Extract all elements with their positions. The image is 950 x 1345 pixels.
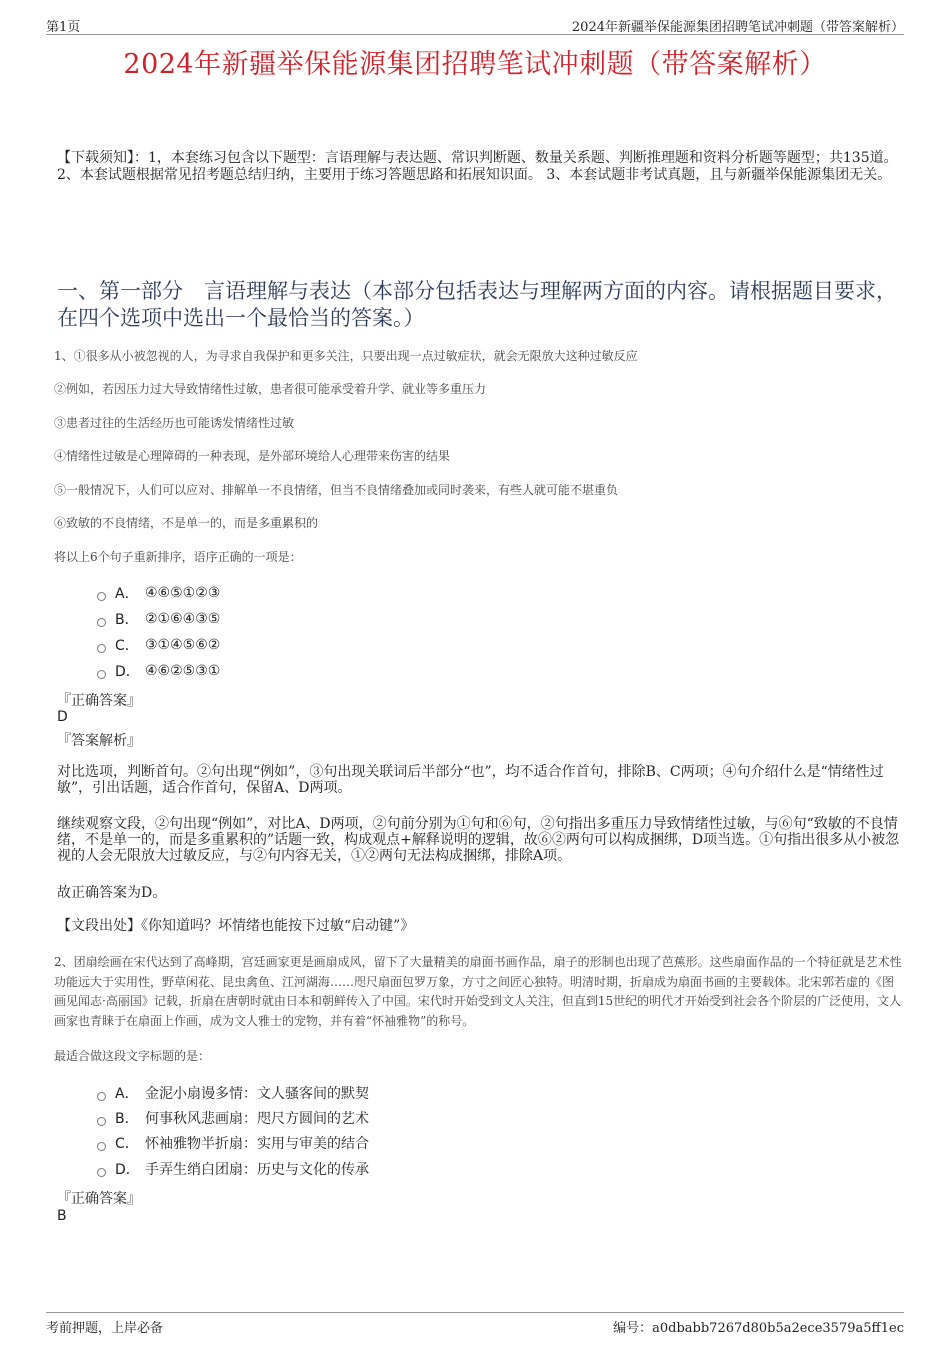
option-letter: D．	[115, 1162, 140, 1178]
q1-line-2: ②例如，若因压力过大导致情绪性过敏，患者很可能承受着升学、就业等多重压力	[54, 382, 487, 396]
radio-icon[interactable]	[97, 1142, 106, 1151]
q2-option-b[interactable]	[97, 1108, 369, 1128]
download-notice: 【下载须知】：1，本套练习包含以下题型：言语理解与表达题、常识判断题、数量关系题、判断推理题和资料分析题等题型；共135道。 2、本套试题根据常见招考题总结归纳，主要用于练习答题思路和拓展知识面。 3、本套试题非考试真题，且与新疆举保能源集团无关。	[57, 150, 898, 183]
option-text: ②①⑥④③⑤	[145, 611, 221, 627]
q2-answer: B	[57, 1208, 67, 1224]
q1-line-4: ④情绪性过敏是心理障碍的一种表现，是外部环境给人心理带来伤害的结果	[54, 449, 451, 463]
option-text: ③①④⑤⑥②	[145, 637, 221, 653]
radio-icon[interactable]	[97, 1117, 106, 1126]
option-letter: B．	[115, 612, 139, 628]
q2-option-a[interactable]	[97, 1083, 369, 1103]
q1-answer-label: 『正确答案』	[57, 693, 141, 709]
option-text: 金泥小扇谩多情：文人骚客间的默契	[145, 1086, 369, 1102]
option-letter: C．	[115, 638, 139, 654]
q1-line-1: 1、①很多从小被忽视的人，为寻求自我保护和更多关注，只要出现一点过敏症状，就会无限放大这种过敏反应	[54, 349, 638, 363]
radio-icon[interactable]	[97, 1168, 106, 1177]
q1-analysis-2: 继续观察文段，②句出现“例如”，对比A、D两项，②句前分别为①句和⑥句，②句指出多重压力导致情绪性过敏，与⑥句“致敏的不良情绪，不是单一的，而是多重累积的”话题一致，构成观点+解释说明的逻辑，故⑥②两句可以构成捆绑，D项当选。①句指出很多从小被忽视的人会无限放大过敏反应，与②句内容无关，①②两句无法构成捆绑，排除A项。	[57, 816, 900, 864]
q1-line-5: ⑤一般情况下，人们可以应对、排解单一不良情绪，但当不良情绪叠加或同时袭来，有些人就可能不堪重负	[54, 483, 619, 497]
radio-icon[interactable]	[97, 592, 106, 601]
option-text: 怀袖雅物半折扇：实用与审美的结合	[145, 1136, 369, 1152]
q2-option-d[interactable]	[97, 1159, 369, 1179]
q1-source: 【文段出处】《你知道吗？坏情绪也能按下过敏“启动键”》	[57, 918, 415, 934]
option-text: ④⑥⑤①②③	[145, 585, 221, 601]
page-number: 第1页	[46, 20, 81, 35]
q1-analysis-label: 『答案解析』	[57, 733, 141, 749]
q1-analysis-1: 对比选项，判断首句。②句出现“例如”，③句出现关联词后半部分“也”，均不适合作首句，排除B、C两项；④句介绍什么是“情绪性过敏”，引出话题，适合作首句，保留A、D两项。	[57, 764, 884, 796]
option-letter: B．	[115, 1111, 139, 1127]
footer-serial: 编号：a0dbabb7267d80b5a2ece3579a5ff1ec	[613, 1321, 904, 1336]
q2-stem: 2、团扇绘画在宋代达到了高峰期，宫廷画家更是画扇成风，留下了大量精美的扇面书画作品，扇子的形制也出现了芭蕉形。这些扇面作品的一个特征就是艺术性功能远大于实用性，野草闲花、昆虫禽鱼、江河湖海……咫尺扇面包罗万象，方寸之间匠心独特。明清时期，折扇成为扇面书画的主要载体。北宋郭若虚的《图画见闻志·高丽国》记载，折扇在唐朝时就由日本和朝鲜传入了中国。宋代时开始受到文人关注，但直到15世纪的明代才开始受到社会各个阶层的广泛使用，文人画家也青睐于在扇面上作画，成为文人雅士的宠物，并有着“怀袖雅物”的称号。	[54, 955, 902, 1028]
q1-answer: D	[57, 709, 68, 725]
q1-prompt: 将以上6个句子重新排序，语序正确的一项是：	[54, 550, 302, 564]
page-footer	[46, 1312, 904, 1335]
q1-option-a[interactable]	[97, 583, 220, 603]
radio-icon[interactable]	[97, 1092, 106, 1101]
option-letter: A．	[115, 1086, 139, 1102]
q2-answer-label: 『正确答案』	[57, 1191, 141, 1207]
header-doc-title: 2024年新疆举保能源集团招聘笔试冲刺题（带答案解析）	[571, 20, 904, 35]
option-letter: C．	[115, 1136, 139, 1152]
q1-option-d[interactable]	[97, 661, 220, 681]
q1-line-6: ⑥致敏的不良情绪，不是单一的，而是多重累积的	[54, 516, 319, 530]
option-letter: D．	[115, 664, 140, 680]
q1-option-b[interactable]	[97, 609, 220, 629]
option-text: 手弄生绡白团扇：历史与文化的传承	[145, 1162, 369, 1178]
radio-icon[interactable]	[97, 670, 106, 679]
q1-line-3: ③患者过往的生活经历也可能诱发情绪性过敏	[54, 416, 295, 430]
option-text: ④⑥②⑤③①	[145, 663, 221, 679]
q2-prompt: 最适合做这段文字标题的是：	[54, 1049, 211, 1063]
q2-option-c[interactable]	[97, 1133, 369, 1153]
footer-slogan: 考前押题，上岸必备	[46, 1321, 164, 1336]
radio-icon[interactable]	[97, 644, 106, 653]
q1-analysis-3: 故正确答案为D。	[57, 885, 167, 901]
radio-icon[interactable]	[97, 618, 106, 627]
page-header	[46, 14, 904, 35]
q1-option-c[interactable]	[97, 635, 220, 655]
section-title: 一、第一部分 言语理解与表达（本部分包括表达与理解两方面的内容。请根据题目要求，在四个选项中选出一个最恰当的答案。）	[57, 279, 897, 330]
option-letter: A．	[115, 586, 139, 602]
document-title: 2024年新疆举保能源集团招聘笔试冲刺题（带答案解析）	[123, 49, 827, 80]
option-text: 何事秋风悲画扇：咫尺方圆间的艺术	[145, 1111, 369, 1127]
